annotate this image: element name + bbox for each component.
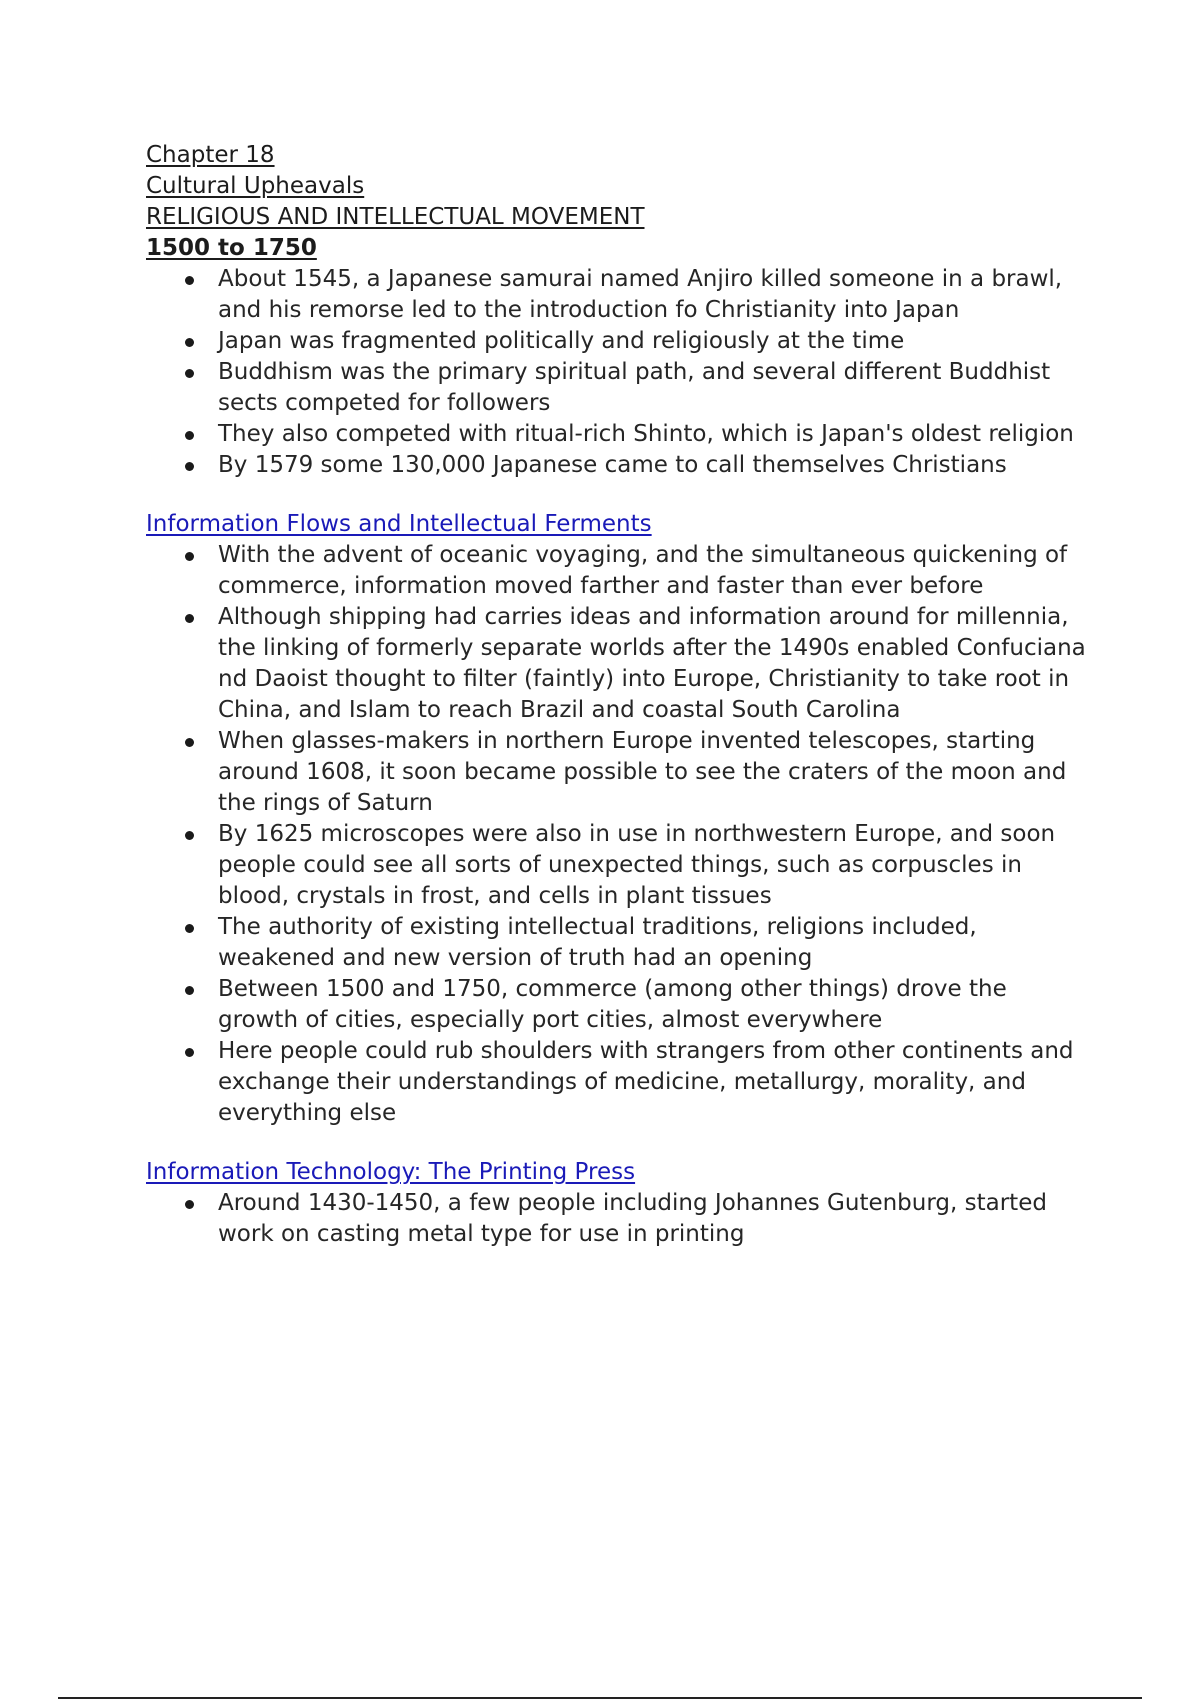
- list-item: With the advent of oceanic voyaging, and the simultaneous quickening of commerce, information moved farther and faster than ever before: [146, 540, 1086, 602]
- information-flows-bullet-list: [146, 540, 1086, 1129]
- list-item: By 1579 some 130,000 Japanese came to call themselves Christians: [146, 450, 1086, 481]
- section-heading-printing-press[interactable]: Information Technology: The Printing Press: [146, 1159, 636, 1185]
- list-item: Here people could rub shoulders with strangers from other continents and exchange their understandings of medicine, metallurgy, morality, and everything else: [146, 1036, 1086, 1129]
- list-item: By 1625 microscopes were also in use in northwestern Europe, and soon people could see all sorts of unexpected things, such as corpuscles in blood, crystals in frost, and cells in plant tissues: [146, 819, 1086, 912]
- list-item: When glasses-makers in northern Europe invented telescopes, starting around 1608, it soon became possible to see the craters of the moon and the rings of Saturn: [146, 726, 1086, 819]
- list-item: Buddhism was the primary spiritual path, and several different Buddhist sects competed for followers: [146, 357, 1086, 419]
- list-item: They also competed with ritual-rich Shinto, which is Japan's oldest religion: [146, 419, 1086, 450]
- section-heading-information-flows[interactable]: Information Flows and Intellectual Ferments: [146, 511, 652, 537]
- list-item: About 1545, a Japanese samurai named Anjiro killed someone in a brawl, and his remorse led to the introduction fo Christianity into Japan: [146, 264, 1086, 326]
- page-bottom-divider: [58, 1697, 1142, 1699]
- document-header: [146, 140, 1086, 264]
- chapter-subtitle: Cultural Upheavals: [146, 173, 365, 199]
- list-item: The authority of existing intellectual traditions, religions included, weakened and new version of truth had an opening: [146, 912, 1086, 974]
- list-item: Between 1500 and 1750, commerce (among other things) drove the growth of cities, especially port cities, almost everywhere: [146, 974, 1086, 1036]
- intro-bullet-list: [146, 264, 1086, 481]
- chapter-number: Chapter 18: [146, 142, 275, 168]
- period-range: 1500 to 1750: [146, 235, 317, 261]
- printing-press-bullet-list: [146, 1188, 1086, 1250]
- list-item: Japan was fragmented politically and religiously at the time: [146, 326, 1086, 357]
- document-page: [146, 140, 1086, 1250]
- list-item: Although shipping had carries ideas and information around for millennia, the linking of formerly separate worlds after the 1490s enabled Confuciana nd Daoist thought to filter (faintly) into Europe, Christianity to take root in China, and Islam to reach Brazil and coastal South Carolina: [146, 602, 1086, 726]
- movement-title: RELIGIOUS AND INTELLECTUAL MOVEMENT: [146, 204, 645, 230]
- list-item: Around 1430-1450, a few people including Johannes Gutenburg, started work on casting metal type for use in printing: [146, 1188, 1086, 1250]
